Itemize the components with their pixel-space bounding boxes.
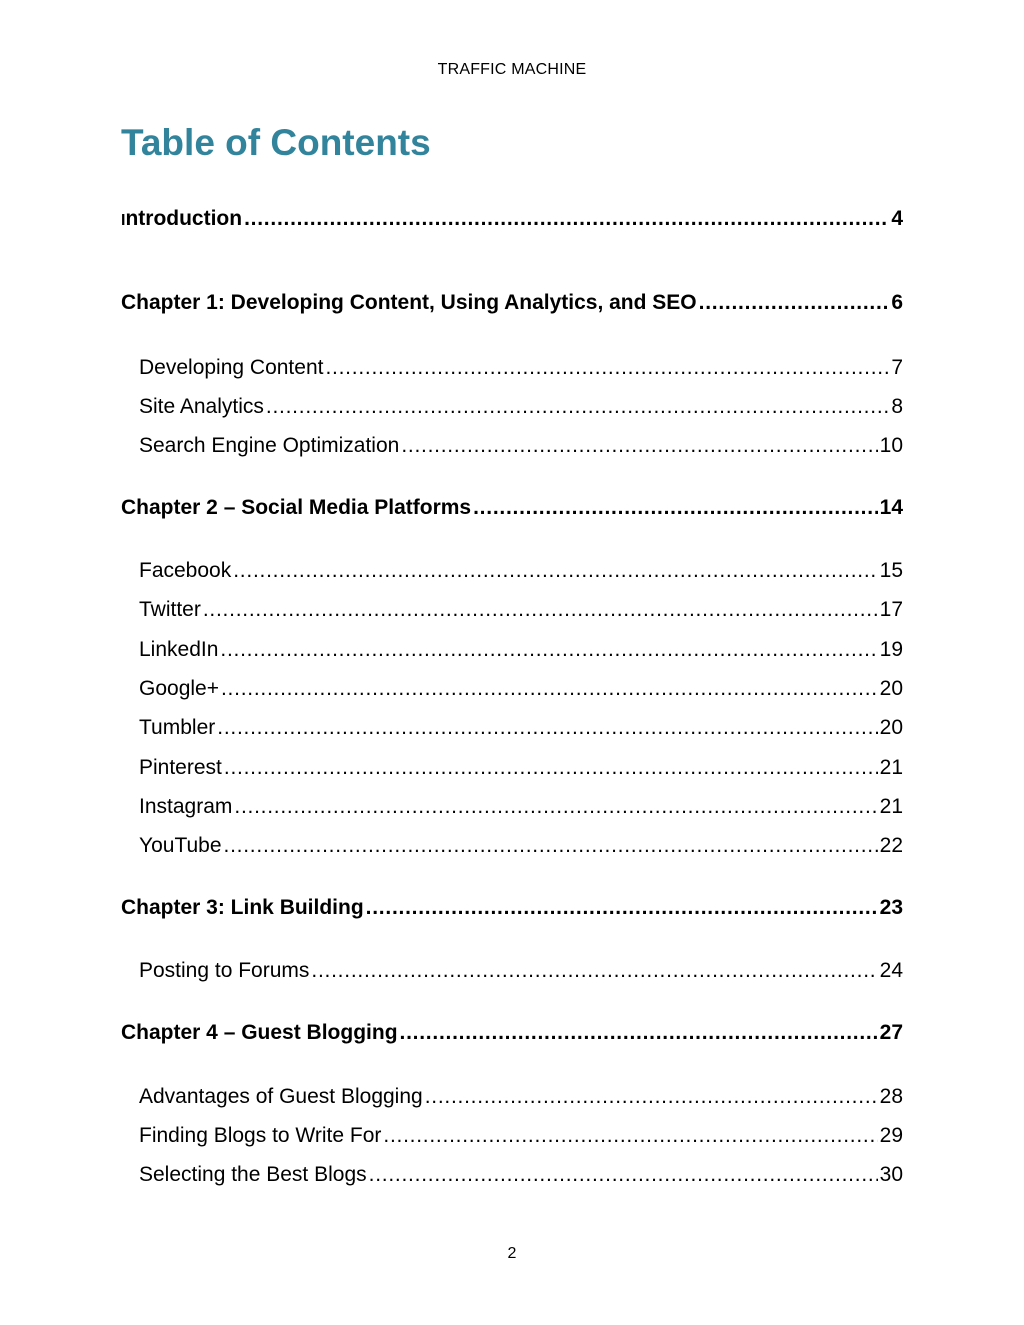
dot-leader <box>325 353 889 383</box>
dot-leader <box>217 713 877 743</box>
toc-entry-label: LinkedIn <box>139 638 219 661</box>
dot-leader <box>473 493 878 523</box>
toc-entry-label: Selecting the Best Blogs <box>139 1163 367 1186</box>
dot-leader <box>220 635 877 665</box>
toc-entry-google-plus[interactable] <box>139 674 903 704</box>
toc-entry-facebook[interactable] <box>139 556 903 586</box>
toc-entry-youtube[interactable] <box>139 831 903 861</box>
toc-entry-twitter[interactable] <box>139 595 903 625</box>
toc-entry-finding-blogs-to-write-for[interactable] <box>139 1121 903 1151</box>
toc-entry-label: Posting to Forums <box>139 959 310 982</box>
toc-entry-page: 6 <box>891 291 903 314</box>
toc-entry-label: Twitter <box>139 598 201 621</box>
toc-entry-page: 14 <box>879 496 903 519</box>
dot-leader <box>383 1121 877 1151</box>
toc-entry-chapter-3[interactable] <box>121 893 903 923</box>
toc-entry-page: 30 <box>879 1163 903 1186</box>
dot-leader <box>425 1082 878 1112</box>
toc-entry-page: 21 <box>879 795 903 818</box>
dot-leader <box>366 893 878 923</box>
toc-entry-chapter-4[interactable] <box>121 1018 903 1048</box>
toc-entry-page: 20 <box>879 677 903 700</box>
dot-leader <box>244 204 889 234</box>
toc-entry-page: 8 <box>891 395 903 418</box>
toc-entry-search-engine-optimization[interactable] <box>139 431 903 461</box>
toc-entry-label: Developing Content <box>139 356 324 379</box>
toc-entry-chapter-2[interactable] <box>121 493 903 523</box>
dot-leader <box>234 792 877 822</box>
toc-entry-label: Chapter 3: Link Building <box>121 896 364 919</box>
toc-entry-chapter-1[interactable] <box>121 288 903 318</box>
toc-entry-tumbler[interactable] <box>139 713 903 743</box>
dot-leader <box>224 753 878 783</box>
toc-title: Table of Contents <box>121 122 431 163</box>
toc-entry-page: 15 <box>879 559 903 582</box>
toc-entry-advantages-of-guest-blogging[interactable] <box>139 1082 903 1112</box>
dot-leader <box>233 556 877 586</box>
toc-entry-page: 4 <box>891 207 903 230</box>
toc-entry-page: 20 <box>879 716 903 739</box>
toc-entry-label: Facebook <box>139 559 232 582</box>
toc-entry-label: Chapter 2 – Social Media Platforms <box>121 496 472 519</box>
toc-entry-label: Search Engine Optimization <box>139 434 400 457</box>
toc-entry-label: Finding Blogs to Write For <box>139 1124 382 1147</box>
toc-entry-page: 23 <box>879 896 903 919</box>
toc-entry-page: 29 <box>879 1124 903 1147</box>
toc-entry-page: 28 <box>879 1085 903 1108</box>
toc-entry-label: Chapter 1: Developing Content, Using Analytics, and SEO <box>121 291 697 314</box>
dot-leader <box>311 956 877 986</box>
toc-entry-label: Introduction <box>121 207 243 230</box>
toc-entry-page: 19 <box>879 638 903 661</box>
toc-entry-selecting-the-best-blogs[interactable] <box>139 1160 903 1190</box>
dot-leader <box>266 392 889 422</box>
toc-entry-instagram[interactable] <box>139 792 903 822</box>
dot-leader <box>401 431 877 461</box>
toc-entry-page: 17 <box>879 598 903 621</box>
toc-entry-posting-to-forums[interactable] <box>139 956 903 986</box>
toc-entry-developing-content[interactable] <box>139 353 903 383</box>
toc-entry-page: 27 <box>879 1021 903 1044</box>
toc-entry-label: Google+ <box>139 677 219 700</box>
dot-leader <box>400 1018 878 1048</box>
toc-entry-label: Chapter 4 – Guest Blogging <box>121 1021 398 1044</box>
toc-entry-linkedin[interactable] <box>139 635 903 665</box>
toc-entry-label: YouTube <box>139 834 222 857</box>
toc-entry-page: 24 <box>879 959 903 982</box>
toc-entry-page: 22 <box>879 834 903 857</box>
toc-entry-label: Site Analytics <box>139 395 264 418</box>
page-number: 2 <box>507 1245 517 1262</box>
toc-entry-label: Tumbler <box>139 716 216 739</box>
toc-entry-page: 10 <box>879 434 903 457</box>
dot-leader <box>221 674 878 704</box>
toc-entry-page: 7 <box>891 356 903 379</box>
running-header: TRAFFIC MACHINE <box>437 61 587 78</box>
dot-leader <box>203 595 878 625</box>
toc-entry-page: 21 <box>879 756 903 779</box>
dot-leader <box>224 831 878 861</box>
toc-entry-site-analytics[interactable] <box>139 392 903 422</box>
dot-leader <box>369 1160 878 1190</box>
toc-entry-introduction[interactable] <box>121 204 903 234</box>
toc-entry-pinterest[interactable] <box>139 753 903 783</box>
toc-entry-label: Instagram <box>139 795 233 818</box>
toc-entry-label: Pinterest <box>139 756 222 779</box>
toc-entry-label: Advantages of Guest Blogging <box>139 1085 423 1108</box>
dot-leader <box>699 288 890 318</box>
